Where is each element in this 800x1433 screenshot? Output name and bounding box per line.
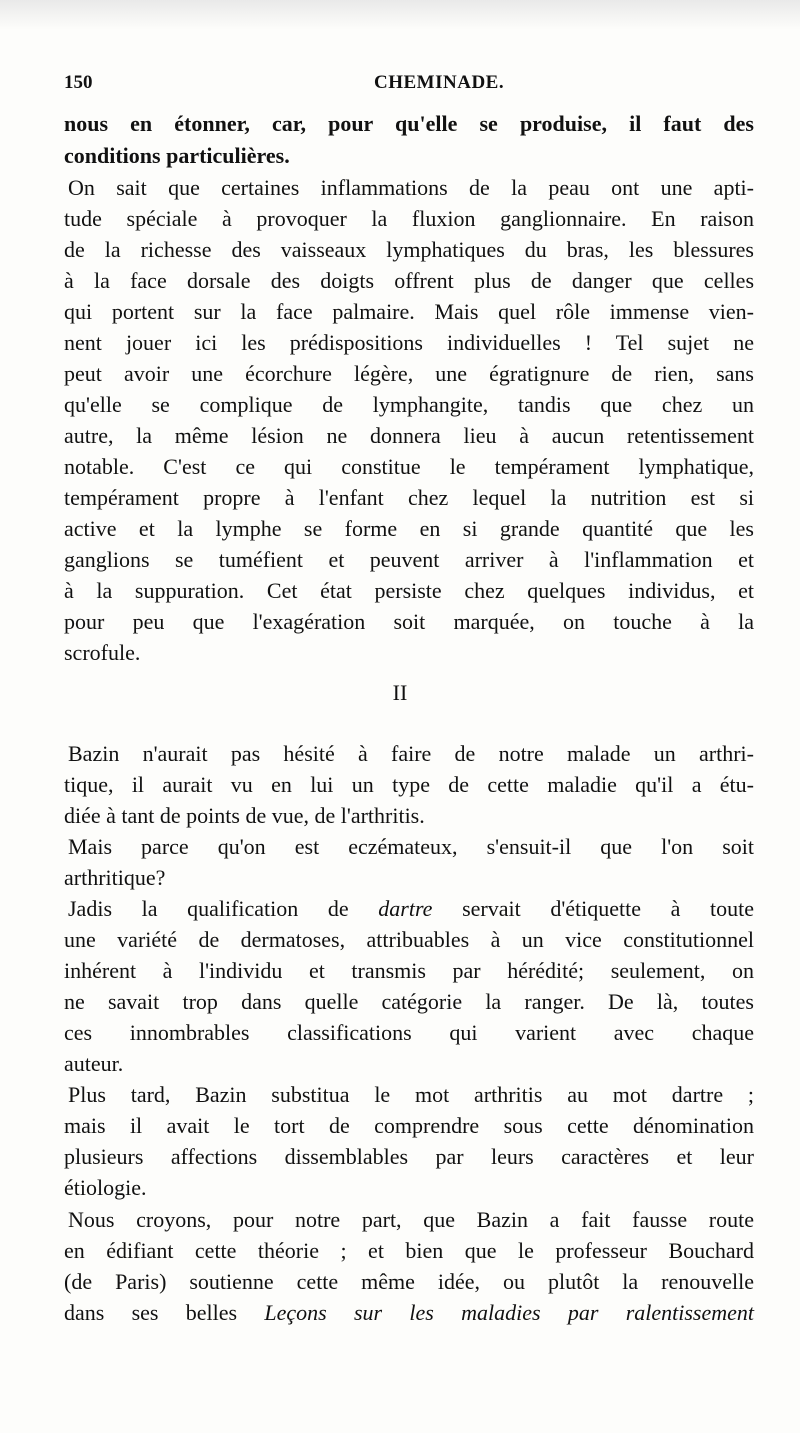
text-line: tude spéciale à provoquer la fluxion ganglionnaire. En raison xyxy=(64,206,754,231)
text-line: inhérent à l'individu et transmis par hérédité; seulement, on xyxy=(64,958,754,983)
text-line: scrofule. xyxy=(64,640,141,665)
text-line: à la suppuration. Cet état persiste chez quelques individus, et xyxy=(64,578,754,603)
italic-term: dartre xyxy=(378,896,433,921)
text-line: Plus tard, Bazin substitua le mot arthritis au mot dartre ; xyxy=(68,1082,754,1107)
text-line: diée à tant de points de vue, de l'arthritis. xyxy=(64,803,425,828)
page-header xyxy=(64,72,754,102)
text-line: nent jouer ici les prédispositions individuelles ! Tel sujet ne xyxy=(64,330,754,355)
running-head: CHEMINADE. xyxy=(374,72,505,93)
text-line: (de Paris) soutienne cette même idée, ou plutôt la renouvelle xyxy=(64,1269,754,1294)
text-line: ganglions se tuméfient et peuvent arriver à l'inflammation et xyxy=(64,547,754,572)
text-line: Nous croyons, pour notre part, que Bazin a fait fausse route xyxy=(68,1207,754,1232)
section-number: II xyxy=(392,680,408,705)
text-line: auteur. xyxy=(64,1051,124,1076)
text-line: mais il avait le tort de comprendre sous cette dénomination xyxy=(64,1113,754,1138)
text-run: Jadis la qualification de xyxy=(68,896,379,921)
text-line: autre, la même lésion ne donnera lieu à aucun retentissement xyxy=(64,423,754,448)
text-line: Mais parce qu'on est eczémateux, s'ensuit-il que l'on soit xyxy=(68,834,754,859)
text-line: plusieurs affections dissemblables par leurs caractères et leur xyxy=(64,1144,754,1169)
text-line: qu'elle se complique de lymphangite, tandis que chez un xyxy=(64,392,754,417)
text-line: à la face dorsale des doigts offrent plus de danger que celles xyxy=(64,268,754,293)
text-line: On sait que certaines inflammations de la peau ont une apti- xyxy=(68,175,754,200)
text-line: étiologie. xyxy=(64,1175,147,1200)
text-line xyxy=(64,895,754,923)
text-line: tempérament propre à l'enfant chez lequel la nutrition est si xyxy=(64,485,754,510)
text-line: peut avoir une écorchure légère, une égratignure de rien, sans xyxy=(64,361,754,386)
text-run: dans ses belles xyxy=(64,1300,265,1325)
text-line: une variété de dermatoses, attribuables à un vice constitutionnel xyxy=(64,927,754,952)
scan-shadow xyxy=(0,0,800,30)
text-line: Bazin n'aurait pas hésité à faire de notre malade un arthri- xyxy=(68,741,754,766)
text-line: notable. C'est ce qui constitue le tempérament lymphatique, xyxy=(64,454,754,479)
text-line: nous en étonner, car, pour qu'elle se produise, il faut des xyxy=(64,111,754,136)
text-line: pour peu que l'exagération soit marquée, on touche à la xyxy=(64,609,754,634)
text-line: active et la lymphe se forme en si grande quantité que les xyxy=(64,516,754,541)
text-run: servait d'étiquette à toute xyxy=(432,896,754,921)
text-line: arthritique? xyxy=(64,865,166,890)
text-line: qui portent sur la face palmaire. Mais quel rôle immense vien- xyxy=(64,299,754,324)
italic-title: Leçons sur les maladies par ralentissement xyxy=(264,1300,755,1325)
text-line xyxy=(64,1299,754,1327)
text-line: de la richesse des vaisseaux lymphatiques du bras, les blessures xyxy=(64,237,754,262)
text-line: en édifiant cette théorie ; et bien que le professeur Bouchard xyxy=(64,1238,754,1263)
text-line: conditions particulières. xyxy=(64,143,290,168)
text-line: tique, il aurait vu en lui un type de cette maladie qu'il a étu- xyxy=(64,772,754,797)
page-number: 150 xyxy=(64,72,93,93)
text-line: ne savait trop dans quelle catégorie la ranger. De là, toutes xyxy=(64,989,754,1014)
text-line: ces innombrables classifications qui varient avec chaque xyxy=(64,1020,754,1045)
